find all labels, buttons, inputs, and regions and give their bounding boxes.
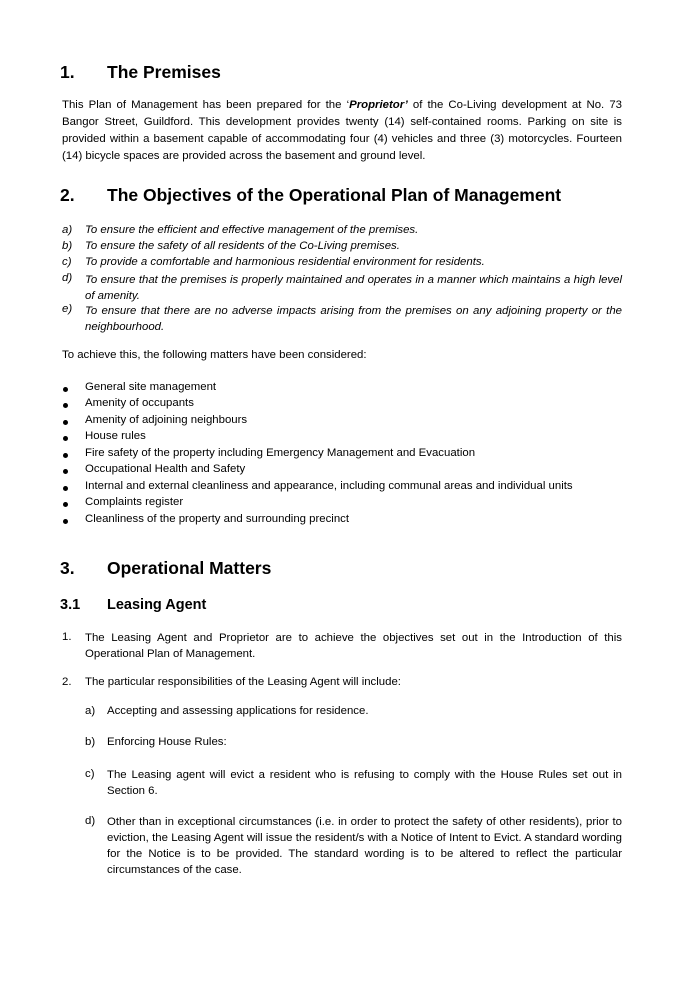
item-1-text: The Leasing Agent and Proprietor are to achieve the objectives set out in the Introduction of this Operational Plan of Management.	[85, 632, 622, 660]
item-2-number: 2.	[62, 676, 72, 688]
bullet-item: Occupational Health and Safety	[85, 463, 246, 475]
matters-intro: To achieve this, the following matters have been considered:	[62, 349, 367, 361]
bullet-dot	[63, 486, 68, 491]
bullet-item: General site management	[85, 381, 217, 393]
objective-b-text: To ensure the safety of all residents of the Co-Living premises.	[85, 240, 400, 252]
bullet-item: Complaints register	[85, 496, 184, 508]
objective-a-text: To ensure the efficient and effective management of the premises.	[85, 224, 419, 236]
objective-b-marker: b)	[62, 240, 73, 252]
bullet-dot	[63, 519, 68, 524]
bullet-item: Internal and external cleanliness and appearance, including communal areas and individual units	[85, 480, 573, 492]
bullet-dot	[63, 403, 68, 408]
subitem-a-marker: a)	[85, 705, 96, 717]
section-3-number: 3.	[60, 558, 75, 578]
bullet-dot	[63, 453, 68, 458]
section-1-number: 1.	[60, 62, 75, 82]
objective-a-marker: a)	[62, 224, 73, 236]
objective-e-text: To ensure that there are no adverse impacts arising from the premises on any adjoining property or the neighbourhood.	[85, 305, 622, 333]
section-2-title: The Objectives of the Operational Plan of Management	[107, 185, 562, 205]
bullet-dot	[63, 469, 68, 474]
subitem-c-text: The Leasing agent will evict a resident who is refusing to comply with the House Rules set out in Section 6.	[107, 769, 622, 797]
subitem-d-marker: d)	[85, 815, 96, 827]
objective-e-marker: e)	[62, 303, 73, 315]
item-1-number: 1.	[62, 631, 72, 643]
bullet-dot	[63, 387, 68, 392]
section-2-number: 2.	[60, 185, 75, 205]
subsection-3-1-title: Leasing Agent	[107, 597, 207, 613]
proprietor-term: Proprietor’	[349, 99, 408, 111]
bullet-dot	[63, 502, 68, 507]
bullet-item: Cleanliness of the property and surrounding precinct	[85, 513, 350, 525]
section-3-title: Operational Matters	[107, 558, 272, 578]
subitem-d-text: Other than in exceptional circumstances (i.e. in order to protect the safety of other residents), prior to eviction, the Leasing Agent will issue the resident/s with a Notice of Intent to Evict. A standard wording for the Notice is to be provided. The standard wording is to be altered to reflect the particular circumstances of the case.	[107, 816, 622, 876]
item-2-text: The particular responsibilities of the Leasing Agent will include:	[85, 676, 401, 688]
section-1-title: The Premises	[107, 62, 221, 82]
subitem-c-marker: c)	[85, 768, 95, 780]
bullet-item: Amenity of occupants	[85, 397, 194, 409]
subitem-b-marker: b)	[85, 736, 96, 748]
subitem-b-text: Enforcing House Rules:	[107, 736, 227, 748]
bullet-item: Amenity of adjoining neighbours	[85, 414, 248, 426]
objective-c-marker: c)	[62, 256, 72, 268]
bullet-item: House rules	[85, 430, 146, 442]
bullet-dot	[63, 436, 68, 441]
bullet-dot	[63, 420, 68, 425]
subsection-3-1-number: 3.1	[60, 597, 81, 613]
objective-d-marker: d)	[62, 272, 73, 284]
objective-c-text: To provide a comfortable and harmonious residential environment for residents.	[85, 256, 485, 268]
section-1-paragraph: This Plan of Management has been prepared for the ‘Proprietor’ of the Co-Living development at No. 73 Bangor Street, Guildford. This development provides twenty (14) self-contained rooms. Parking on site is provided within a basement capable of accommodating four (4) vehicles and three (3) motorcycles. Fourteen (14) bicycle spaces are provided across the basement and ground level.	[62, 99, 622, 162]
objective-d-text: To ensure that the premises is properly maintained and operates in a manner which maintains a high level of amenity.	[85, 274, 622, 302]
bullet-item: Fire safety of the property including Emergency Management and Evacuation	[85, 447, 476, 459]
subitem-a-text: Accepting and assessing applications for residence.	[107, 705, 369, 717]
